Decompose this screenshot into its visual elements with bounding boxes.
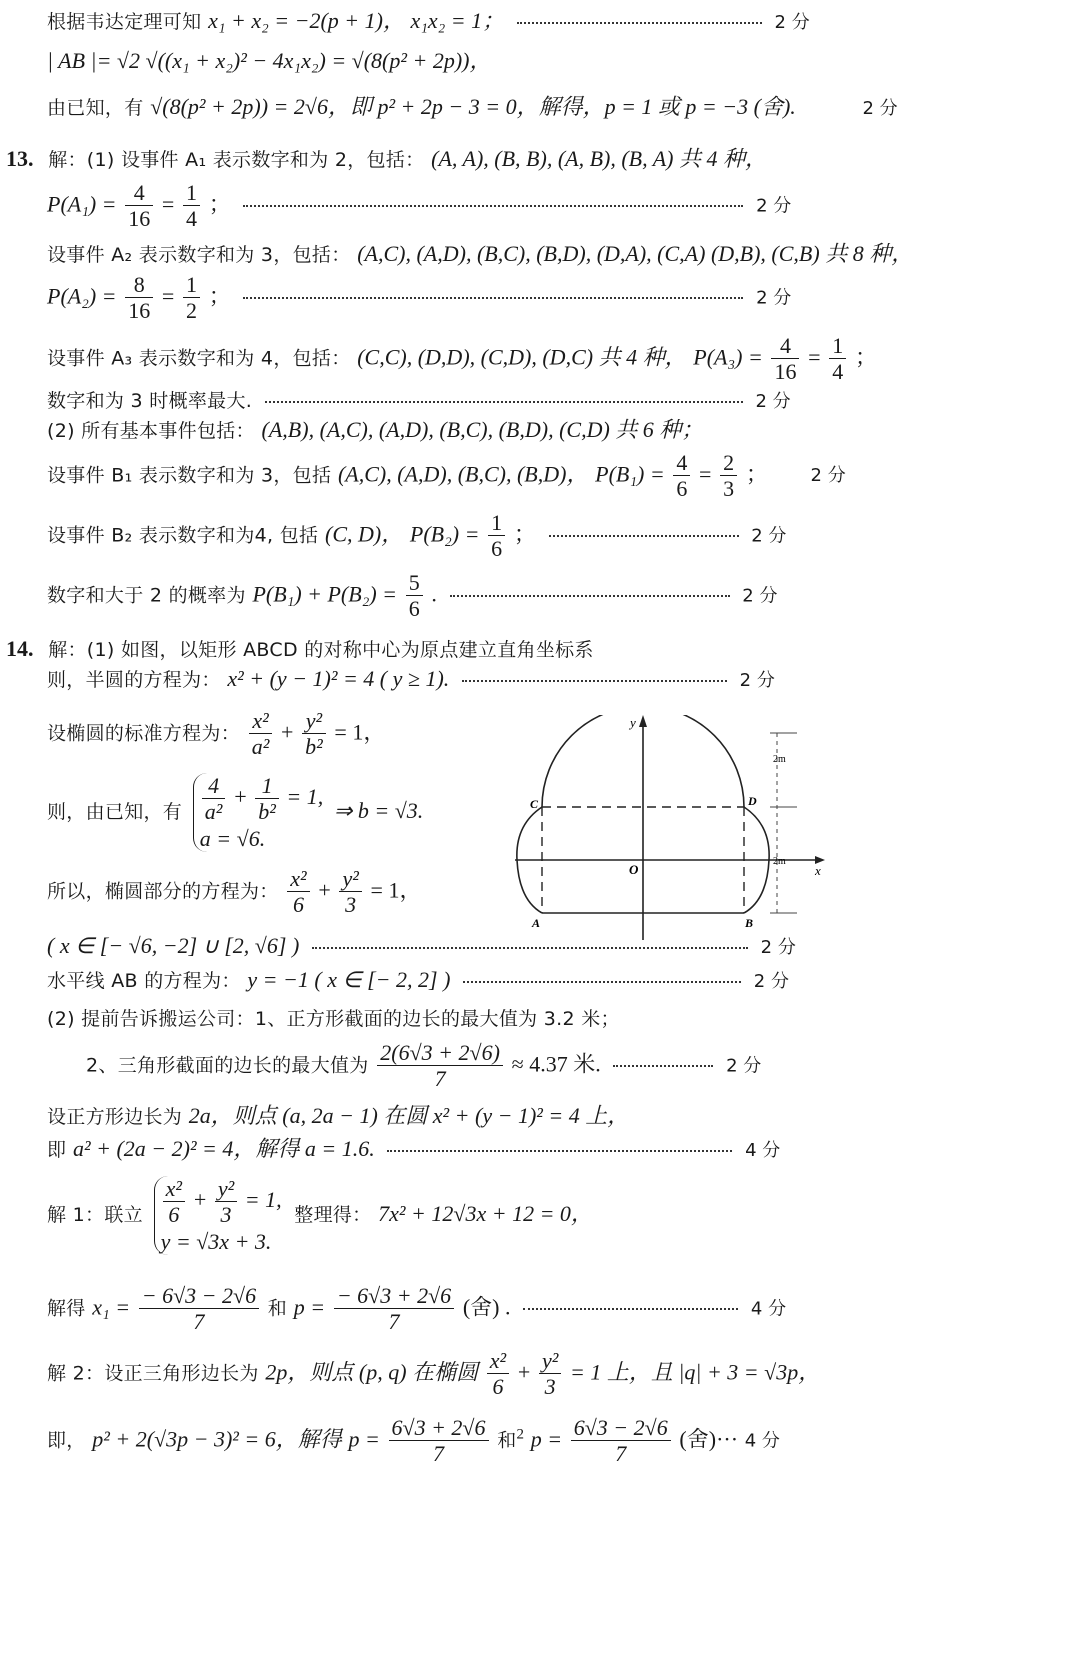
- leader-dots: [517, 22, 762, 24]
- math-tail: ；: [513, 521, 536, 547]
- line-pb1: [47, 450, 846, 502]
- math-op: +: [318, 877, 331, 903]
- denominator: 4: [186, 206, 198, 232]
- text-label: 和: [267, 1297, 288, 1320]
- fraction: [183, 272, 200, 324]
- numerator: 1: [183, 272, 200, 298]
- numerator: 6√3 − 2√6: [571, 1415, 671, 1441]
- line-semicircle-eq: [47, 666, 775, 692]
- fraction: [125, 180, 153, 232]
- math-expr: (C, D)，: [325, 521, 404, 547]
- fraction: [720, 450, 737, 502]
- denominator: 6: [168, 1202, 180, 1228]
- line-solution-2: [47, 1348, 820, 1400]
- line-event-a2: [47, 241, 913, 267]
- numerator: x²: [487, 1348, 509, 1374]
- score-label: 2 分: [774, 12, 810, 33]
- label-x: x: [815, 863, 821, 878]
- fraction: [829, 333, 846, 385]
- text-label: 水平线 AB 的方程为：: [47, 970, 241, 992]
- denominator: 2: [186, 298, 198, 324]
- fraction: [287, 866, 309, 918]
- line-solution-1: [47, 1176, 593, 1255]
- math-tail: = 1,: [244, 1186, 282, 1212]
- math-tail: = 1 上，且 |q| + 3 = √3p，: [570, 1359, 821, 1385]
- math-expr: P(B₁) + P(B₂) =: [252, 581, 398, 607]
- text-label: 数字和为 3 时概率最大.: [47, 390, 253, 412]
- label-point-b: B: [745, 916, 754, 930]
- math-expr: √(8(p² + 2p)) = 2√6，即 p² + 2p − 3 = 0，解得，p = 1 或 p = −3 (舍).: [150, 94, 796, 119]
- numerator: x²: [287, 866, 309, 892]
- line-max-prob: [47, 388, 791, 413]
- denominator: 3: [544, 1374, 556, 1400]
- superscript: 2: [516, 1426, 524, 1443]
- math-lhs: P(A₁) =: [47, 191, 117, 217]
- math-expr: (C,C), (D,D), (C,D), (D,C) 共 4 种，: [357, 344, 687, 370]
- text-label: 根据韦达定理可知: [47, 11, 202, 33]
- denominator: 7: [193, 1309, 205, 1335]
- question-number: 13.: [6, 146, 34, 171]
- line-solve-p: [47, 94, 898, 120]
- line-vieta: [47, 8, 810, 34]
- denominator: 7: [433, 1441, 444, 1467]
- score-label: 2 分: [726, 1055, 762, 1077]
- math-tail: .: [431, 581, 437, 607]
- math-lhs: p =: [530, 1426, 563, 1452]
- numerator: 1: [488, 510, 505, 536]
- score-label: 2 分: [862, 98, 898, 119]
- score-label: 2 分: [753, 971, 789, 992]
- math-tail: (舍) .: [462, 1294, 511, 1320]
- text-label: 设椭圆的标准方程为：: [47, 722, 241, 745]
- math-op: +: [281, 719, 294, 745]
- fraction: [215, 1176, 237, 1228]
- math-expr: y = −1 ( x ∈ [− 2, 2] ): [247, 967, 451, 992]
- math-op: =: [699, 461, 712, 487]
- math-lhs: P(A₂) =: [47, 283, 117, 309]
- text-label: 所以，椭圆部分的方程为：: [47, 880, 279, 903]
- math-lhs: p =: [293, 1294, 326, 1320]
- fraction: [771, 333, 799, 385]
- line-triangle-max: [86, 1040, 761, 1092]
- math-expr: (A,C), (A,D), (B,C), (B,D)，: [337, 461, 589, 487]
- text-label: 设正方形边长为: [47, 1106, 183, 1128]
- line-part2: [47, 1006, 620, 1031]
- numerator: 8: [125, 272, 153, 298]
- denominator: b²: [305, 734, 323, 760]
- numerator: y²: [539, 1348, 561, 1374]
- score-label: 2 分: [760, 937, 796, 958]
- score-label: 4 分: [745, 1140, 781, 1161]
- leader-dots: [450, 595, 730, 597]
- numerator: 1: [183, 180, 200, 206]
- score-label: 2 分: [756, 287, 792, 309]
- label-point-d: D: [748, 794, 757, 808]
- numerator: x²: [163, 1176, 185, 1202]
- line-sum-prob: [47, 570, 777, 622]
- fraction: [139, 1283, 259, 1335]
- numerator: 5: [406, 570, 423, 596]
- numerator: 2: [720, 450, 737, 476]
- line-pa1: [47, 180, 791, 232]
- denominator: a²: [251, 734, 270, 760]
- numerator: 1: [829, 333, 846, 359]
- math-tail: ；: [208, 191, 231, 217]
- leader-dots: [613, 1065, 713, 1067]
- fraction: [249, 708, 273, 760]
- math-op: =: [161, 191, 175, 217]
- math-expr: 2a，则点 (a, 2a − 1) 在圆 x² + (y − 1)² = 4 上，: [188, 1103, 630, 1128]
- math-expr: ⇒ b = √3.: [333, 798, 424, 824]
- numerator: 4: [673, 450, 690, 476]
- fraction: [183, 180, 200, 232]
- line-ab-eq: [47, 967, 789, 993]
- denominator: b²: [258, 799, 276, 825]
- numerator: 4: [202, 773, 226, 799]
- text-label: 设事件 A₂ 表示数字和为 3，包括：: [47, 244, 351, 266]
- denominator: 7: [388, 1309, 400, 1335]
- text-label: 由已知，有: [47, 97, 144, 119]
- score-label: 2 分: [810, 465, 846, 487]
- fraction: [125, 272, 153, 324]
- line-pa2: [47, 272, 791, 324]
- score-label: 4 分: [750, 1298, 787, 1320]
- denominator: 6: [292, 892, 304, 918]
- math-expr: p² + 2(√3p − 3)² = 6，解得: [92, 1426, 342, 1452]
- denominator: 6: [491, 536, 503, 562]
- math-tail: ；: [208, 283, 231, 309]
- math-lhs: P(B₁) =: [595, 461, 665, 487]
- math-op: =: [161, 283, 175, 309]
- system-row: y = √3x + 3.: [160, 1228, 272, 1254]
- math-tail: ≈ 4.37 米.: [511, 1051, 601, 1077]
- label-point-a: A: [532, 916, 541, 930]
- text-label: 和: [497, 1429, 517, 1452]
- label-point-c: C: [530, 797, 539, 811]
- math-tail: = 1，: [334, 719, 386, 745]
- line-solve-x1: [47, 1283, 786, 1335]
- line-solve-a: [47, 1136, 780, 1162]
- numerator: − 6√3 − 2√6: [139, 1283, 259, 1309]
- numerator: 1: [255, 773, 279, 799]
- question-13-header: [6, 146, 767, 172]
- numerator: y²: [215, 1176, 237, 1202]
- fraction: [487, 1348, 509, 1400]
- math-tail: ；: [854, 344, 877, 370]
- math-tail: (舍)···: [679, 1426, 739, 1452]
- denominator: 4: [832, 359, 844, 385]
- line-ellipse-std: [47, 708, 385, 760]
- system-row: a = √6.: [199, 825, 266, 851]
- text-label: 即，: [47, 1429, 86, 1452]
- math-expr: 7x² + 12√3x + 12 = 0，: [378, 1201, 593, 1227]
- line-pb2: [47, 510, 786, 562]
- dimension-label-bottom: 2m: [773, 856, 786, 867]
- text-label: 即: [47, 1139, 67, 1161]
- denominator: 6: [408, 596, 420, 622]
- text-label: 解：(1) 设事件 A₁ 表示数字和为 2，包括：: [48, 149, 425, 171]
- text-label: (2) 所有基本事件包括：: [47, 420, 255, 442]
- math-lhs: p =: [348, 1426, 380, 1452]
- math-op: +: [517, 1359, 531, 1385]
- math-expr: (A,C), (A,D), (B,C), (B,D), (D,A), (C,A) (D,B), (C,B) 共 8 种，: [357, 241, 914, 266]
- text-label: 设事件 B₁ 表示数字和为 3，包括: [47, 464, 332, 487]
- math-expr: x₁ + x₂ = −2(p + 1)， x₁x₂ = 1；: [208, 8, 505, 33]
- leader-dots: [265, 401, 743, 403]
- label-y: y: [630, 715, 636, 730]
- leader-dots: [549, 535, 739, 537]
- math-op: +: [232, 783, 248, 809]
- fraction: [571, 1415, 671, 1467]
- y-axis-arrow: [639, 715, 647, 727]
- math-tail: = 1,: [286, 783, 324, 809]
- denominator: 7: [434, 1066, 446, 1092]
- score-label: 2 分: [755, 391, 791, 412]
- denominator: 16: [128, 298, 151, 324]
- denominator: 3: [723, 476, 735, 502]
- fraction: [389, 1415, 489, 1467]
- leader-dots: [312, 947, 748, 949]
- math-expr: (A, A), (B, B), (A, B), (B, A) 共 4 种，: [431, 146, 767, 171]
- leader-dots: [387, 1150, 732, 1152]
- math-lhs: x₁ =: [92, 1294, 131, 1320]
- score-label: 4 分: [744, 1430, 780, 1452]
- fraction: [406, 570, 423, 622]
- fraction: [339, 866, 361, 918]
- dimension-label-top: 2m: [773, 754, 786, 765]
- question-14-header: [6, 636, 594, 662]
- math-expr: 2p，则点 (p, q) 在椭圆: [265, 1359, 479, 1385]
- text-label: 则，由已知，有: [47, 801, 183, 824]
- text-label: 解 1：联立: [47, 1204, 143, 1227]
- denominator: 7: [615, 1441, 627, 1467]
- denominator: 6: [492, 1374, 504, 1400]
- line-solve-p2: [47, 1415, 780, 1467]
- numerator: y²: [339, 866, 361, 892]
- leader-dots: [462, 680, 727, 682]
- denominator: 16: [774, 359, 797, 385]
- denominator: 6: [676, 476, 688, 502]
- math-lhs: P(A₃) =: [693, 344, 763, 370]
- fraction: [163, 1176, 185, 1228]
- line-basic-events: [47, 417, 703, 443]
- coordinate-figure: [515, 715, 830, 945]
- line-square-side: [47, 1103, 629, 1129]
- score-label: 2 分: [742, 585, 778, 607]
- numerator: y²: [302, 708, 326, 734]
- text-label: 解得: [47, 1297, 86, 1320]
- system-brace: [154, 1176, 282, 1255]
- fraction: [539, 1348, 561, 1400]
- fraction: [255, 773, 279, 825]
- line-event-a3: [47, 333, 877, 385]
- text-label: 整理得：: [294, 1204, 372, 1227]
- math-op: =: [808, 344, 821, 370]
- text-label: 设事件 A₃ 表示数字和为 4，包括：: [47, 347, 351, 370]
- text-label: 数字和大于 2 的概率为: [47, 584, 246, 607]
- math-tail: = 1，: [370, 877, 422, 903]
- math-expr: ( x ∈ [− √6, −2] ∪ [2, √6] ): [47, 933, 300, 958]
- leader-dots: [243, 205, 743, 207]
- numerator: − 6√3 + 2√6: [334, 1283, 454, 1309]
- numerator: 6√3 + 2√6: [389, 1415, 489, 1441]
- system-brace: [193, 773, 323, 852]
- leader-dots: [463, 981, 741, 983]
- score-label: 2 分: [739, 670, 775, 691]
- text-label: (2) 提前告诉搬运公司：1、正方形截面的边长的最大值为 3.2 米；: [47, 1008, 620, 1030]
- math-expr: (A,B), (A,C), (A,D), (B,C), (B,D), (C,D) 共 6 种；: [261, 417, 704, 442]
- question-number: 14.: [6, 636, 34, 661]
- line-system-ab: [47, 773, 423, 852]
- fraction: [334, 1283, 454, 1335]
- numerator: x²: [249, 708, 273, 734]
- leader-dots: [523, 1308, 738, 1310]
- math-expr: a² + (2a − 2)² = 4，解得 a = 1.6.: [73, 1136, 375, 1161]
- denominator: 3: [345, 892, 357, 918]
- score-label: 2 分: [751, 525, 787, 547]
- leader-dots: [243, 297, 743, 299]
- numerator: 4: [125, 180, 153, 206]
- math-tail: ；: [745, 461, 768, 487]
- denominator: 16: [128, 206, 151, 232]
- denominator: a²: [204, 799, 223, 825]
- fraction: [302, 708, 326, 760]
- fraction: [673, 450, 690, 502]
- text-label: 解：(1) 如图，以矩形 ABCD 的对称中心为原点建立直角坐标系: [48, 639, 594, 661]
- math-op: +: [192, 1186, 208, 1212]
- math-expr: | AB |= √2 √((x₁ + x₂)² − 4x₁x₂) = √(8(p² + 2p))，: [47, 48, 492, 73]
- numerator: 2(6√3 + 2√6): [377, 1040, 503, 1066]
- line-ellipse-eq: [47, 866, 421, 918]
- score-label: 2 分: [756, 195, 792, 217]
- math-expr: x² + (y − 1)² = 4 ( y ≥ 1).: [227, 666, 450, 691]
- fraction: [377, 1040, 503, 1092]
- math-lhs: P(B₂) =: [409, 521, 480, 547]
- denominator: 3: [220, 1202, 232, 1228]
- text-label: 解 2：设正三角形边长为: [47, 1362, 259, 1385]
- text-label: 则，半圆的方程为：: [47, 669, 221, 691]
- fraction: [202, 773, 226, 825]
- numerator: 4: [771, 333, 799, 359]
- line-ab-length: [47, 48, 491, 74]
- fraction: [488, 510, 505, 562]
- label-origin: O: [629, 862, 639, 877]
- text-label: 设事件 B₂ 表示数字和为4, 包括: [47, 524, 319, 547]
- text-label: 2、三角形截面的边长的最大值为: [86, 1054, 369, 1077]
